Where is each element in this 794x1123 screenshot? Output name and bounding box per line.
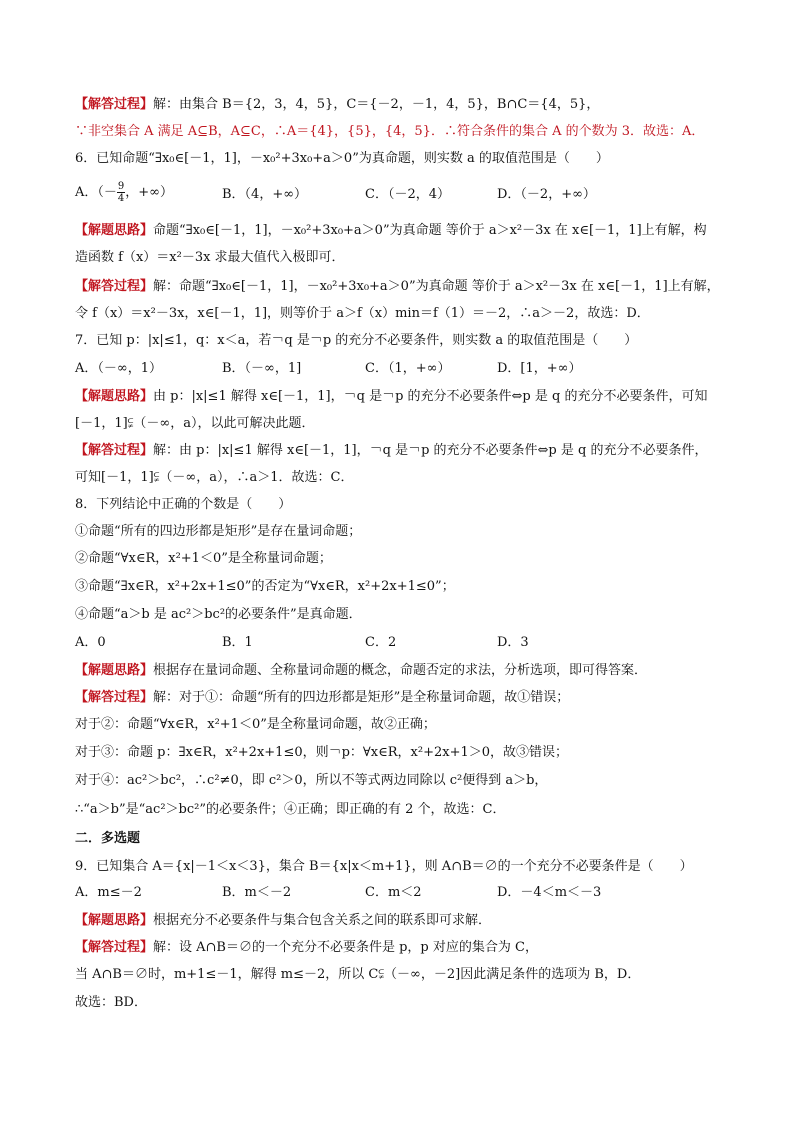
answer-text: 解：设 A∩B＝∅的一个充分不必要条件是 p，p 对应的集合为 C， [153, 940, 538, 955]
answer-text: 解：命题“∃x₀∈[－1，1]，－x₀²+3x₀+a＞0”为真命题 等价于 a＞x²－3x 在 x∈[－1，1]上有解， [153, 279, 720, 294]
option-c: C．（1，+∞） [365, 361, 451, 376]
answer-line [75, 442, 707, 460]
answer-text: 令 f（x）＝x²－3x，x∈[－1，1]，则等价于 a＞f（x）min＝f（1）＝－2，∴a＞－2，故选：D． [75, 306, 650, 321]
option-a: A．0 [75, 635, 106, 650]
answer-tag: 【解答过程】 [75, 279, 154, 294]
answer-text: 对于③：命题 p：∃x∈R，x²+2x+1≤0，则￢p：∀x∈R，x²+2x+1＞0，故③错误； [75, 745, 568, 760]
option-a: A．（－ $\frac{9}{4}$ ，+∞） [75, 181, 174, 204]
answer-text: 对于④：ac²＞bc²，∴c²≠0，即 c²＞0，所以不等式两边同除以 c²便得到 a＞b， [75, 773, 548, 788]
hint-line [75, 662, 647, 680]
answer-line [75, 939, 538, 957]
hint-text: 造函数 f（x）＝x²－3x 求最大值代入极即可． [75, 250, 345, 265]
answer-text: 解：由集合 B＝{2，3，4，5}，C＝{－2，－1，4，5}，B∩C＝{4，5}， [153, 97, 600, 112]
hint-line [75, 912, 491, 930]
answer-text: 解：由 p：|x|≤1 解得 x∈[－1，1]，￢q 是￢p 的充分不必要条件⇔p 是 q 的充分不必要条件， [153, 443, 708, 458]
fraction-denominator: 4 [117, 193, 125, 204]
answer-line [75, 96, 599, 114]
answer-text: 对于②：命题“∀x∈R，x²+1＜0”是全称量词命题，故②正确； [75, 717, 436, 732]
option-a: A．（－∞，1） [75, 361, 162, 376]
option-d: D．[1，+∞） [497, 361, 582, 376]
hint-text: 根据充分不必要条件与集合包含关系之间的联系即可求解． [153, 913, 492, 928]
answer-text: ∵非空集合 A 满足 A⊆B，A⊆C，∴A＝{4}，{5}，{4，5}．∴符合条件的集合 A 的个数为 3．故选：A． [75, 124, 705, 139]
hint-text: 由 p：|x|≤1 解得 x∈[－1，1]，￢q 是￢p 的充分不必要条件⇔p 是 q 的充分不必要条件，可知 [153, 389, 708, 404]
option-c: C．2 [365, 635, 397, 650]
option-d: D．－4＜m＜－3 [497, 885, 602, 900]
option-b: B．m＜－2 [222, 885, 292, 900]
option-a: A．m≤－2 [75, 885, 142, 900]
hint-tag: 【解题思路】 [75, 389, 154, 404]
option-b: B．（－∞，1] [222, 361, 302, 376]
hint-line [75, 388, 707, 406]
question-9: 9．已知集合 A＝{x|－1＜x＜3}，集合 B＝{x|x＜m+1}，则 A∩B＝∅的一个充分不必要条件是（ ） [75, 859, 693, 874]
answer-line [75, 689, 569, 707]
option-d: D．（－2，+∞） [497, 187, 596, 202]
statement-2: ②命题“∀x∈R，x²+1＜0”是全称量词命题； [75, 551, 332, 566]
question-6: 6．已知命题“∃x₀∈[－1，1]，－x₀²+3x₀+a＞0”为真命题，则实数 a 的取值范围是（ ） [75, 151, 609, 166]
answer-tag: 【解答过程】 [75, 443, 154, 458]
section-heading: 二．多选题 [75, 831, 141, 846]
hint-line [75, 222, 707, 240]
hint-text: [－1，1]⫋（－∞，a），以此可解决此题． [75, 416, 315, 431]
option-b: B．（4，+∞） [222, 187, 308, 202]
option-b: B．1 [222, 635, 253, 650]
statement-4: ④命题“a＞b 是 ac²＞bc²的必要条件”是真命题． [75, 607, 362, 622]
fraction-numerator: 9 [117, 181, 125, 192]
answer-text: 可知[－1，1]⫋（－∞，a），∴a＞1．故选：C． [75, 470, 354, 485]
option-c: C．（－2，4） [365, 187, 450, 202]
answer-tag: 【解答过程】 [75, 690, 154, 705]
answer-text: 当 A∩B＝∅时，m+1≤－1，解得 m≤－2，所以 C⫋（－∞，－2]因此满足条件的选项为 B，D． [75, 967, 641, 982]
hint-tag: 【解题思路】 [75, 663, 154, 678]
option-a-prefix: A．（ [75, 185, 104, 200]
hint-tag: 【解题思路】 [75, 913, 154, 928]
answer-tag: 【解答过程】 [75, 940, 154, 955]
statement-1: ①命题“所有的四边形都是矩形”是存在量词命题； [75, 524, 362, 539]
answer-text: ∴“a＞b”是“ac²＞bc²”的必要条件；④正确；即正确的有 2 个，故选：C． [75, 802, 506, 817]
option-a-suffix: ，+∞） [125, 185, 174, 200]
option-c: C．m＜2 [365, 885, 422, 900]
hint-text: 命题“∃x₀∈[－1，1]，－x₀²+3x₀+a＞0”为真命题 等价于 a＞x²－3x 在 x∈[－1，1]上有解，构 [153, 223, 707, 238]
answer-tag: 【解答过程】 [75, 97, 154, 112]
statement-3: ③命题“∃x∈R，x²+2x+1≤0”的否定为“∀x∈R，x²+2x+1≤0”； [75, 579, 455, 594]
question-8: 8．下列结论中正确的个数是（ ） [75, 497, 292, 512]
answer-text: 解：对于①：命题“所有的四边形都是矩形”是全称量词命题，故①错误； [153, 690, 570, 705]
hint-text: 根据存在量词命题、全称量词命题的概念，命题否定的求法，分析选项，即可得答案． [153, 663, 648, 678]
option-d: D．3 [497, 635, 529, 650]
answer-line [75, 278, 720, 296]
question-7: 7．已知 p：|x|≤1，q：x＜a，若￢q 是￢p 的充分不必要条件，则实数 a 的取值范围是（ ） [75, 333, 638, 348]
hint-tag: 【解题思路】 [75, 223, 154, 238]
answer-text: 故选：BD． [75, 995, 147, 1010]
